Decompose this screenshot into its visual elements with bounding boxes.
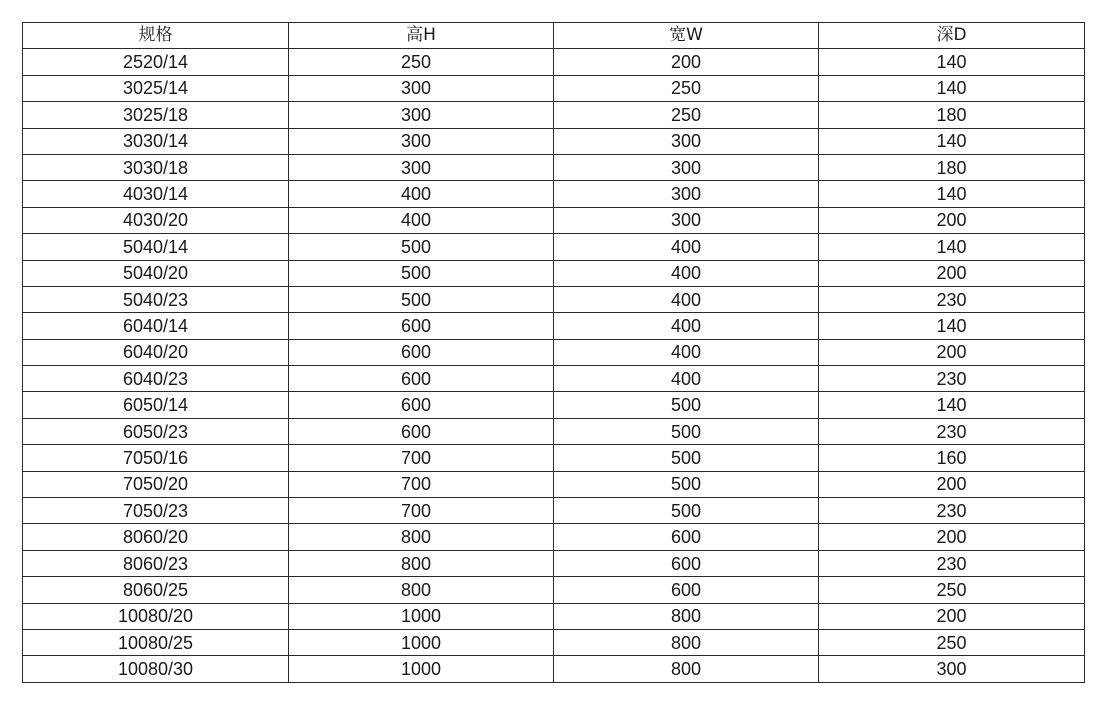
cell-height: 700 (289, 498, 554, 524)
cell-width: 400 (554, 260, 819, 286)
table-body (23, 49, 1085, 682)
cell-width: 800 (554, 603, 819, 629)
cell-depth: 300 (819, 656, 1085, 682)
cell-height: 800 (289, 524, 554, 550)
cell-width: 500 (554, 498, 819, 524)
cell-width: 500 (554, 418, 819, 444)
cell-spec: 8060/25 (23, 577, 289, 603)
cell-width: 250 (554, 102, 819, 128)
table-row (23, 524, 1085, 550)
header-spec: 规格 (23, 23, 289, 49)
table-row (23, 49, 1085, 75)
cell-depth: 200 (819, 260, 1085, 286)
cell-width: 400 (554, 313, 819, 339)
cell-width: 600 (554, 577, 819, 603)
table-row (23, 656, 1085, 682)
cell-depth: 250 (819, 577, 1085, 603)
cell-spec: 6040/20 (23, 339, 289, 365)
cell-spec: 6050/23 (23, 418, 289, 444)
cell-depth: 230 (819, 366, 1085, 392)
cell-spec: 4030/14 (23, 181, 289, 207)
cell-depth: 230 (819, 418, 1085, 444)
table-header (23, 23, 1085, 49)
cell-depth: 140 (819, 49, 1085, 75)
cell-spec: 10080/25 (23, 629, 289, 655)
cell-width: 800 (554, 629, 819, 655)
cell-spec: 3030/14 (23, 128, 289, 154)
cell-depth: 200 (819, 471, 1085, 497)
table-row (23, 75, 1085, 101)
cell-width: 300 (554, 128, 819, 154)
cell-width: 500 (554, 445, 819, 471)
cell-width: 800 (554, 656, 819, 682)
header-width: 宽W (554, 23, 819, 49)
cell-spec: 5040/14 (23, 234, 289, 260)
cell-height: 500 (289, 234, 554, 260)
table-row (23, 207, 1085, 233)
cell-width: 400 (554, 234, 819, 260)
cell-spec: 7050/23 (23, 498, 289, 524)
cell-width: 250 (554, 75, 819, 101)
cell-depth: 140 (819, 75, 1085, 101)
cell-height: 1000 (289, 656, 554, 682)
cell-spec: 8060/20 (23, 524, 289, 550)
table-row (23, 498, 1085, 524)
table-row (23, 392, 1085, 418)
cell-spec: 4030/20 (23, 207, 289, 233)
cell-height: 600 (289, 339, 554, 365)
cell-depth: 230 (819, 498, 1085, 524)
table-row (23, 629, 1085, 655)
cell-spec: 3025/14 (23, 75, 289, 101)
cell-spec: 8060/23 (23, 550, 289, 576)
header-height: 高H (289, 23, 554, 49)
cell-spec: 5040/23 (23, 286, 289, 312)
cell-spec: 7050/16 (23, 445, 289, 471)
cell-width: 300 (554, 154, 819, 180)
cell-spec: 6040/14 (23, 313, 289, 339)
cell-width: 200 (554, 49, 819, 75)
cell-depth: 200 (819, 603, 1085, 629)
cell-height: 600 (289, 313, 554, 339)
cell-depth: 180 (819, 102, 1085, 128)
table-row (23, 181, 1085, 207)
cell-width: 600 (554, 524, 819, 550)
table-row (23, 550, 1085, 576)
cell-spec: 7050/20 (23, 471, 289, 497)
table-row (23, 313, 1085, 339)
table-row (23, 366, 1085, 392)
cell-height: 400 (289, 181, 554, 207)
cell-spec: 10080/30 (23, 656, 289, 682)
cell-width: 400 (554, 366, 819, 392)
cell-width: 400 (554, 339, 819, 365)
cell-spec: 10080/20 (23, 603, 289, 629)
cell-width: 600 (554, 550, 819, 576)
table-row (23, 102, 1085, 128)
cell-depth: 140 (819, 313, 1085, 339)
cell-height: 600 (289, 366, 554, 392)
cell-spec: 3030/18 (23, 154, 289, 180)
table-row (23, 471, 1085, 497)
cell-depth: 230 (819, 550, 1085, 576)
cell-height: 500 (289, 286, 554, 312)
cell-height: 1000 (289, 603, 554, 629)
table-row (23, 260, 1085, 286)
cell-height: 300 (289, 75, 554, 101)
cell-height: 500 (289, 260, 554, 286)
table-row (23, 128, 1085, 154)
cell-depth: 160 (819, 445, 1085, 471)
cell-height: 300 (289, 128, 554, 154)
cell-height: 400 (289, 207, 554, 233)
cell-height: 800 (289, 550, 554, 576)
spec-table (22, 22, 1085, 683)
cell-depth: 140 (819, 234, 1085, 260)
cell-width: 300 (554, 181, 819, 207)
cell-depth: 200 (819, 524, 1085, 550)
cell-height: 600 (289, 418, 554, 444)
cell-depth: 230 (819, 286, 1085, 312)
cell-width: 400 (554, 286, 819, 312)
cell-spec: 5040/20 (23, 260, 289, 286)
cell-height: 700 (289, 471, 554, 497)
cell-width: 500 (554, 392, 819, 418)
cell-height: 300 (289, 154, 554, 180)
cell-spec: 2520/14 (23, 49, 289, 75)
table-row (23, 603, 1085, 629)
cell-depth: 250 (819, 629, 1085, 655)
cell-spec: 6050/14 (23, 392, 289, 418)
cell-depth: 140 (819, 128, 1085, 154)
cell-height: 600 (289, 392, 554, 418)
table-row (23, 286, 1085, 312)
header-row (23, 23, 1085, 49)
table-row (23, 445, 1085, 471)
cell-depth: 200 (819, 207, 1085, 233)
cell-depth: 200 (819, 339, 1085, 365)
table-row (23, 234, 1085, 260)
cell-height: 800 (289, 577, 554, 603)
table-row (23, 339, 1085, 365)
cell-width: 300 (554, 207, 819, 233)
cell-width: 500 (554, 471, 819, 497)
cell-height: 300 (289, 102, 554, 128)
cell-depth: 140 (819, 392, 1085, 418)
table-row (23, 577, 1085, 603)
cell-spec: 3025/18 (23, 102, 289, 128)
table-row (23, 154, 1085, 180)
cell-depth: 180 (819, 154, 1085, 180)
cell-height: 700 (289, 445, 554, 471)
table-row (23, 418, 1085, 444)
cell-depth: 140 (819, 181, 1085, 207)
cell-height: 250 (289, 49, 554, 75)
cell-height: 1000 (289, 629, 554, 655)
cell-spec: 6040/23 (23, 366, 289, 392)
header-depth: 深D (819, 23, 1085, 49)
